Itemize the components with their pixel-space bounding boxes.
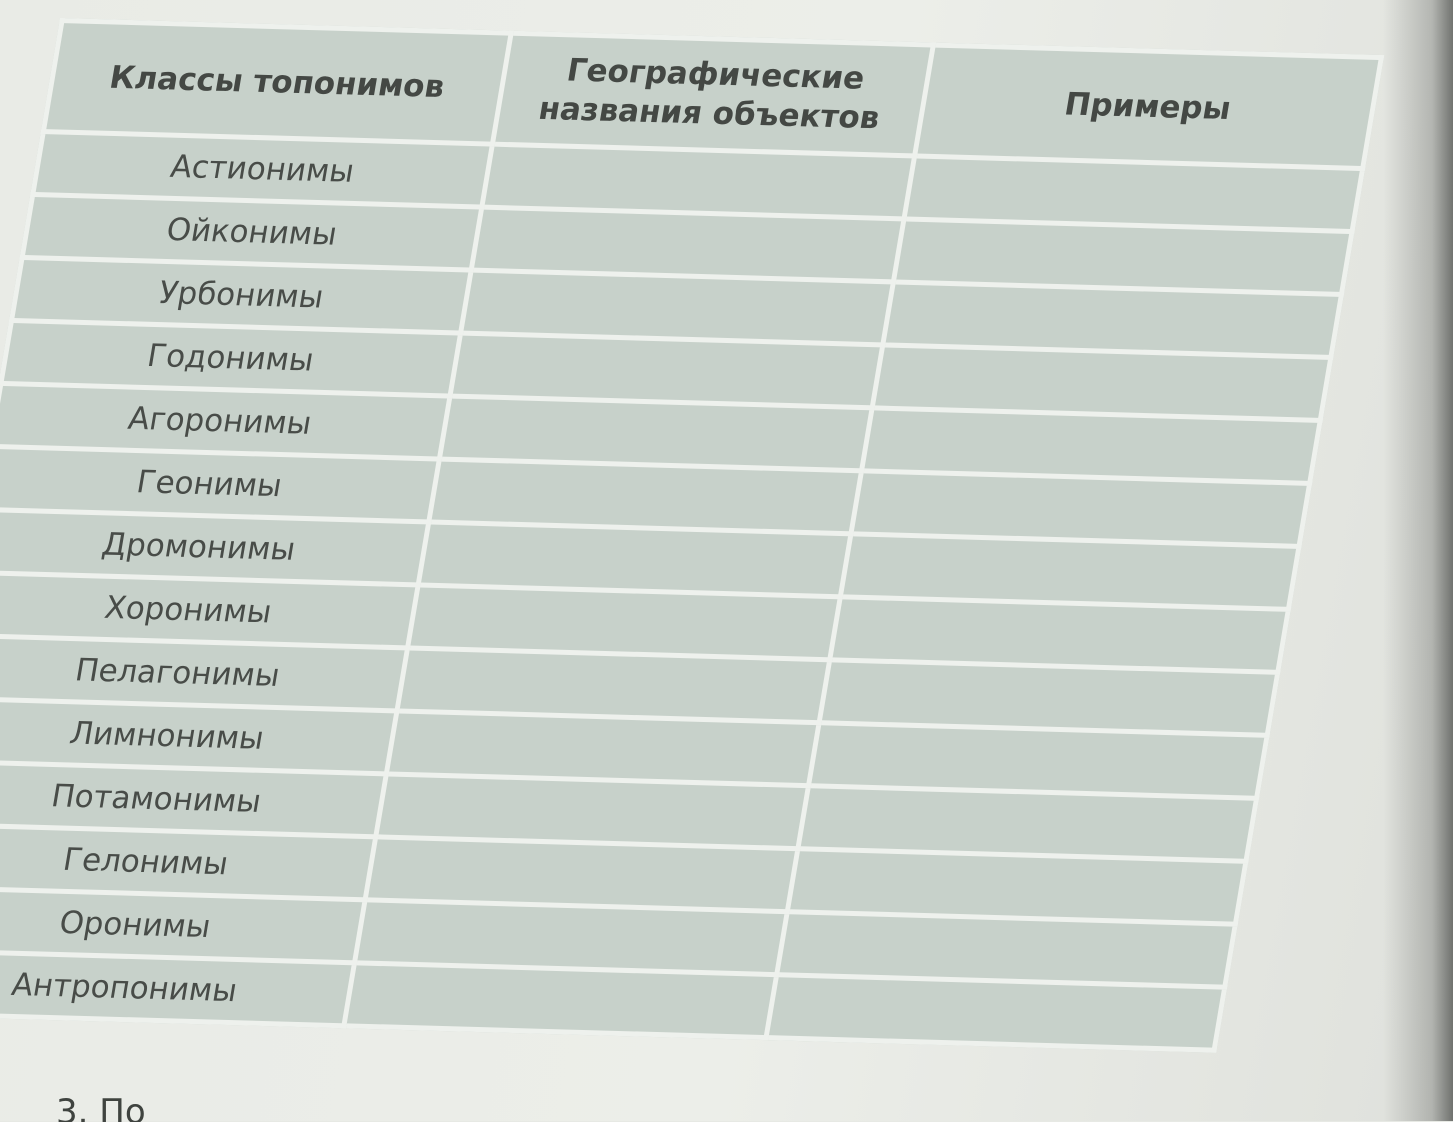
geographic-name-cell[interactable] [343,963,776,1038]
toponym-class-cell: Геонимы [0,446,439,522]
toponym-class-cell: Антропонимы [0,950,354,1026]
page-edge-shadow [1383,0,1453,1121]
toponym-class-cell: Дромонимы [0,509,428,585]
geographic-name-cell[interactable] [449,333,882,408]
toponym-table-wrap [0,18,1384,1053]
geographic-name-cell[interactable] [354,900,787,975]
geographic-name-cell[interactable] [396,648,829,723]
header-examples: Примеры [914,45,1381,169]
toponym-class-cell: Хоронимы [0,572,418,648]
toponym-class-cell: Пелагонимы [0,635,407,711]
toponym-class-cell: Потамонимы [0,761,386,837]
geographic-name-cell[interactable] [481,144,914,219]
table-body [0,132,1363,1051]
geographic-name-cell[interactable] [428,459,861,534]
example-cell[interactable] [766,975,1225,1051]
toponym-class-cell: Оронимы [0,887,365,963]
toponym-class-cell: Ойконимы [22,195,481,271]
geographic-name-cell[interactable] [365,837,798,912]
header-geographic-names: Географические названия объектов [492,33,933,156]
toponym-class-cell: Годонимы [1,320,460,396]
toponym-table [0,18,1384,1053]
geographic-name-cell[interactable] [460,270,893,345]
geographic-name-cell[interactable] [375,774,808,849]
geographic-name-cell[interactable] [386,711,819,786]
next-task-text: 3. По [56,1092,146,1122]
geographic-name-cell[interactable] [418,522,851,597]
header-classes: Классы топонимов [43,21,510,145]
toponym-class-cell: Агоронимы [0,383,449,459]
geographic-name-cell[interactable] [439,396,872,471]
toponym-class-cell: Лимнонимы [0,698,396,774]
toponym-class-cell: Астионимы [33,132,492,208]
geographic-name-cell[interactable] [407,585,840,660]
geographic-name-cell[interactable] [471,207,904,282]
toponym-class-cell: Урбонимы [12,257,471,333]
toponym-class-cell: Гелонимы [0,824,375,900]
